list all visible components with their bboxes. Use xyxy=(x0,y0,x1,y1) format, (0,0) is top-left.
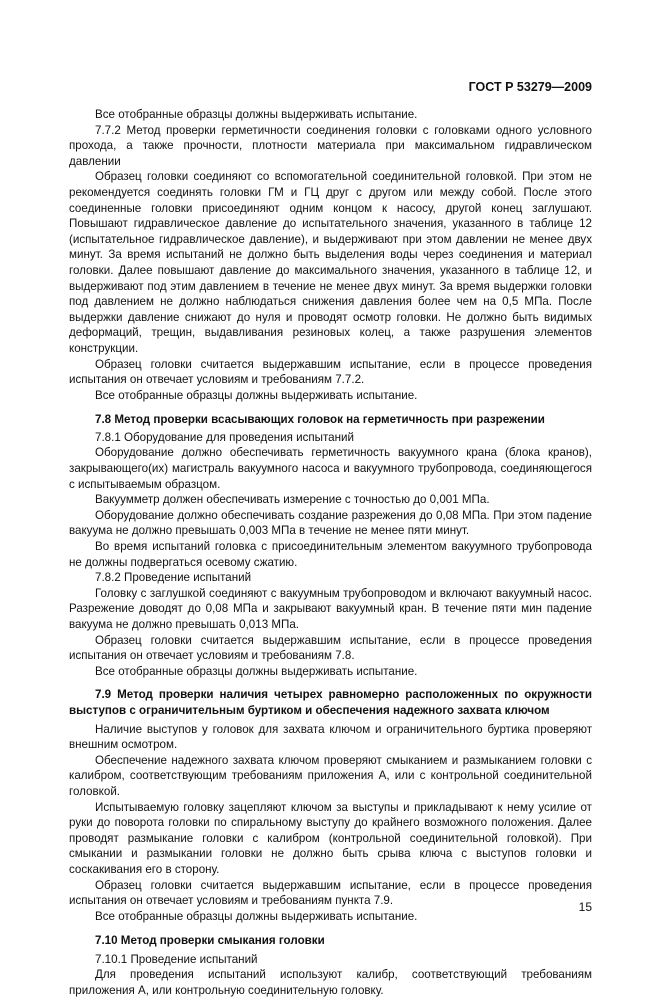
paragraph: Образец головки считается выдержавшим испытание, если в процессе проведения испытания он отвечает условиям и требованиям 7.7.2. xyxy=(69,357,592,387)
document-body xyxy=(69,107,592,999)
paragraph: Все отобранные образцы должны выдерживать испытание. xyxy=(95,388,418,402)
paragraph: Обеспечение надежного захвата ключом проверяют смыканием и размыканием головки с калибром, соответствующим требованиям приложения А, или с контрольной соединительной головкой. xyxy=(69,753,592,798)
paragraph: Наличие выступов у головок для захвата ключом и ограничительного буртика проверяют внешним осмотром. xyxy=(69,722,592,752)
paragraph: Образец головки считается выдержавшим испытание, если в процессе проведения испытания он отвечает условиям и требованиям 7.8. xyxy=(69,633,592,663)
page-number: 15 xyxy=(578,900,592,914)
paragraph: Образец головки соединяют со вспомогательной соединительной головкой. При этом не рекомендуется соединять головки ГМ и ГЦ друг с другом или между собой. После этого соединенные головки присоединяют одним концом к насосу, другой конец заглушают. Повышают гидравлическое давление до испытательного значения, указанного в таблице 12 (испытательное гидравлическое давление), и выдерживают при этом давлении не менее двух минут. За время испытаний не должно быть выделения воды через соединения и материал головки. Далее повышают давление до максимального значения, указанного в таблице 12, и выдерживают под этим давлением в течение не менее двух минут. За время выдержки головки под давлением не должно наблюдаться снижения давления более чем на 0,5 МПа. После выдержки давление снижают до нуля и проводят осмотр головки. Не должно быть видимых деформаций, трещин, выдавливания резиновых колец, а также разрушения элементов конструкции. xyxy=(69,170,592,355)
section-heading-7-8: 7.8 Метод проверки всасывающих головок на герметичность при разрежении xyxy=(95,413,545,427)
paragraph: Головку с заглушкой соединяют с вакуумным трубопроводом и включают вакуумный насос. Разрежение доводят до 0,08 МПа и закрывают вакуумный кран. В течение пяти мин падение вакуума не должно превышать 0,013 МПа. xyxy=(69,586,592,631)
section-heading-7-10: 7.10 Метод проверки смыкания головки xyxy=(95,934,325,948)
subsection-7-10-1-title: 7.10.1 Проведение испытаний xyxy=(95,952,258,966)
paragraph: Образец головки считается выдержавшим испытание, если в процессе проведения испытания он отвечает условиям и требованиям пункта 7.9. xyxy=(69,878,592,908)
paragraph: Во время испытаний головка с присоединительным элементом вакуумного трубопровода не должны подвергаться осевому сжатию. xyxy=(69,540,592,569)
section-heading-7-9: 7.9 Метод проверки наличия четырех равномерно расположенных по окружности выступов с ограничительным буртиком и обеспечения надежного захвата ключом xyxy=(69,688,592,717)
document-header-id: ГОСТ Р 53279—2009 xyxy=(468,80,592,94)
subsection-7-7-2-title: 7.7.2 Метод проверки герметичности соединения головки с головками одного условного прохода, а также прочности, плотности материала при максимальном гидравлическом давлении xyxy=(69,123,592,168)
paragraph: Все отобранные образцы должны выдерживать испытание. xyxy=(95,664,418,678)
paragraph: Для проведения испытаний используют калибр, соответствующий требованиям приложения А, или контрольную соединительную головку. xyxy=(69,968,592,998)
paragraph: Все отобранные образцы должны выдерживать испытание. xyxy=(95,108,418,121)
subsection-7-8-1-title: 7.8.1 Оборудование для проведения испытаний xyxy=(95,430,354,444)
paragraph: Испытываемую головку зацепляют ключом за выступы и прикладывают к нему усилие от руки до поворота головки по спиральному выступу до крайнего возможного положения. Далее проводят размыкание головки с калибром (контрольной соединительной головкой). При смыкании и размыкании головки не должно быть срыва ключа с выступов головки и соскакивания его в сторону. xyxy=(69,800,592,876)
paragraph: Вакуумметр должен обеспечивать измерение с точностью до 0,001 МПа. xyxy=(95,493,490,507)
paragraph: Оборудование должно обеспечивать создание разрежения до 0,08 МПа. При этом падение вакуума не должно превышать 0,003 МПа в течение не менее пяти минут. xyxy=(69,508,592,538)
subsection-7-8-2-title: 7.8.2 Проведение испытаний xyxy=(95,571,252,585)
paragraph: Оборудование должно обеспечивать герметичность вакуумного крана (блока кранов), закрывающего(их) магистраль вакуумного насоса и вакуумного трубопровода, соединяющегося с испытываемым образцом. xyxy=(69,446,592,491)
paragraph: Все отобранные образцы должны выдерживать испытание. xyxy=(95,909,418,923)
